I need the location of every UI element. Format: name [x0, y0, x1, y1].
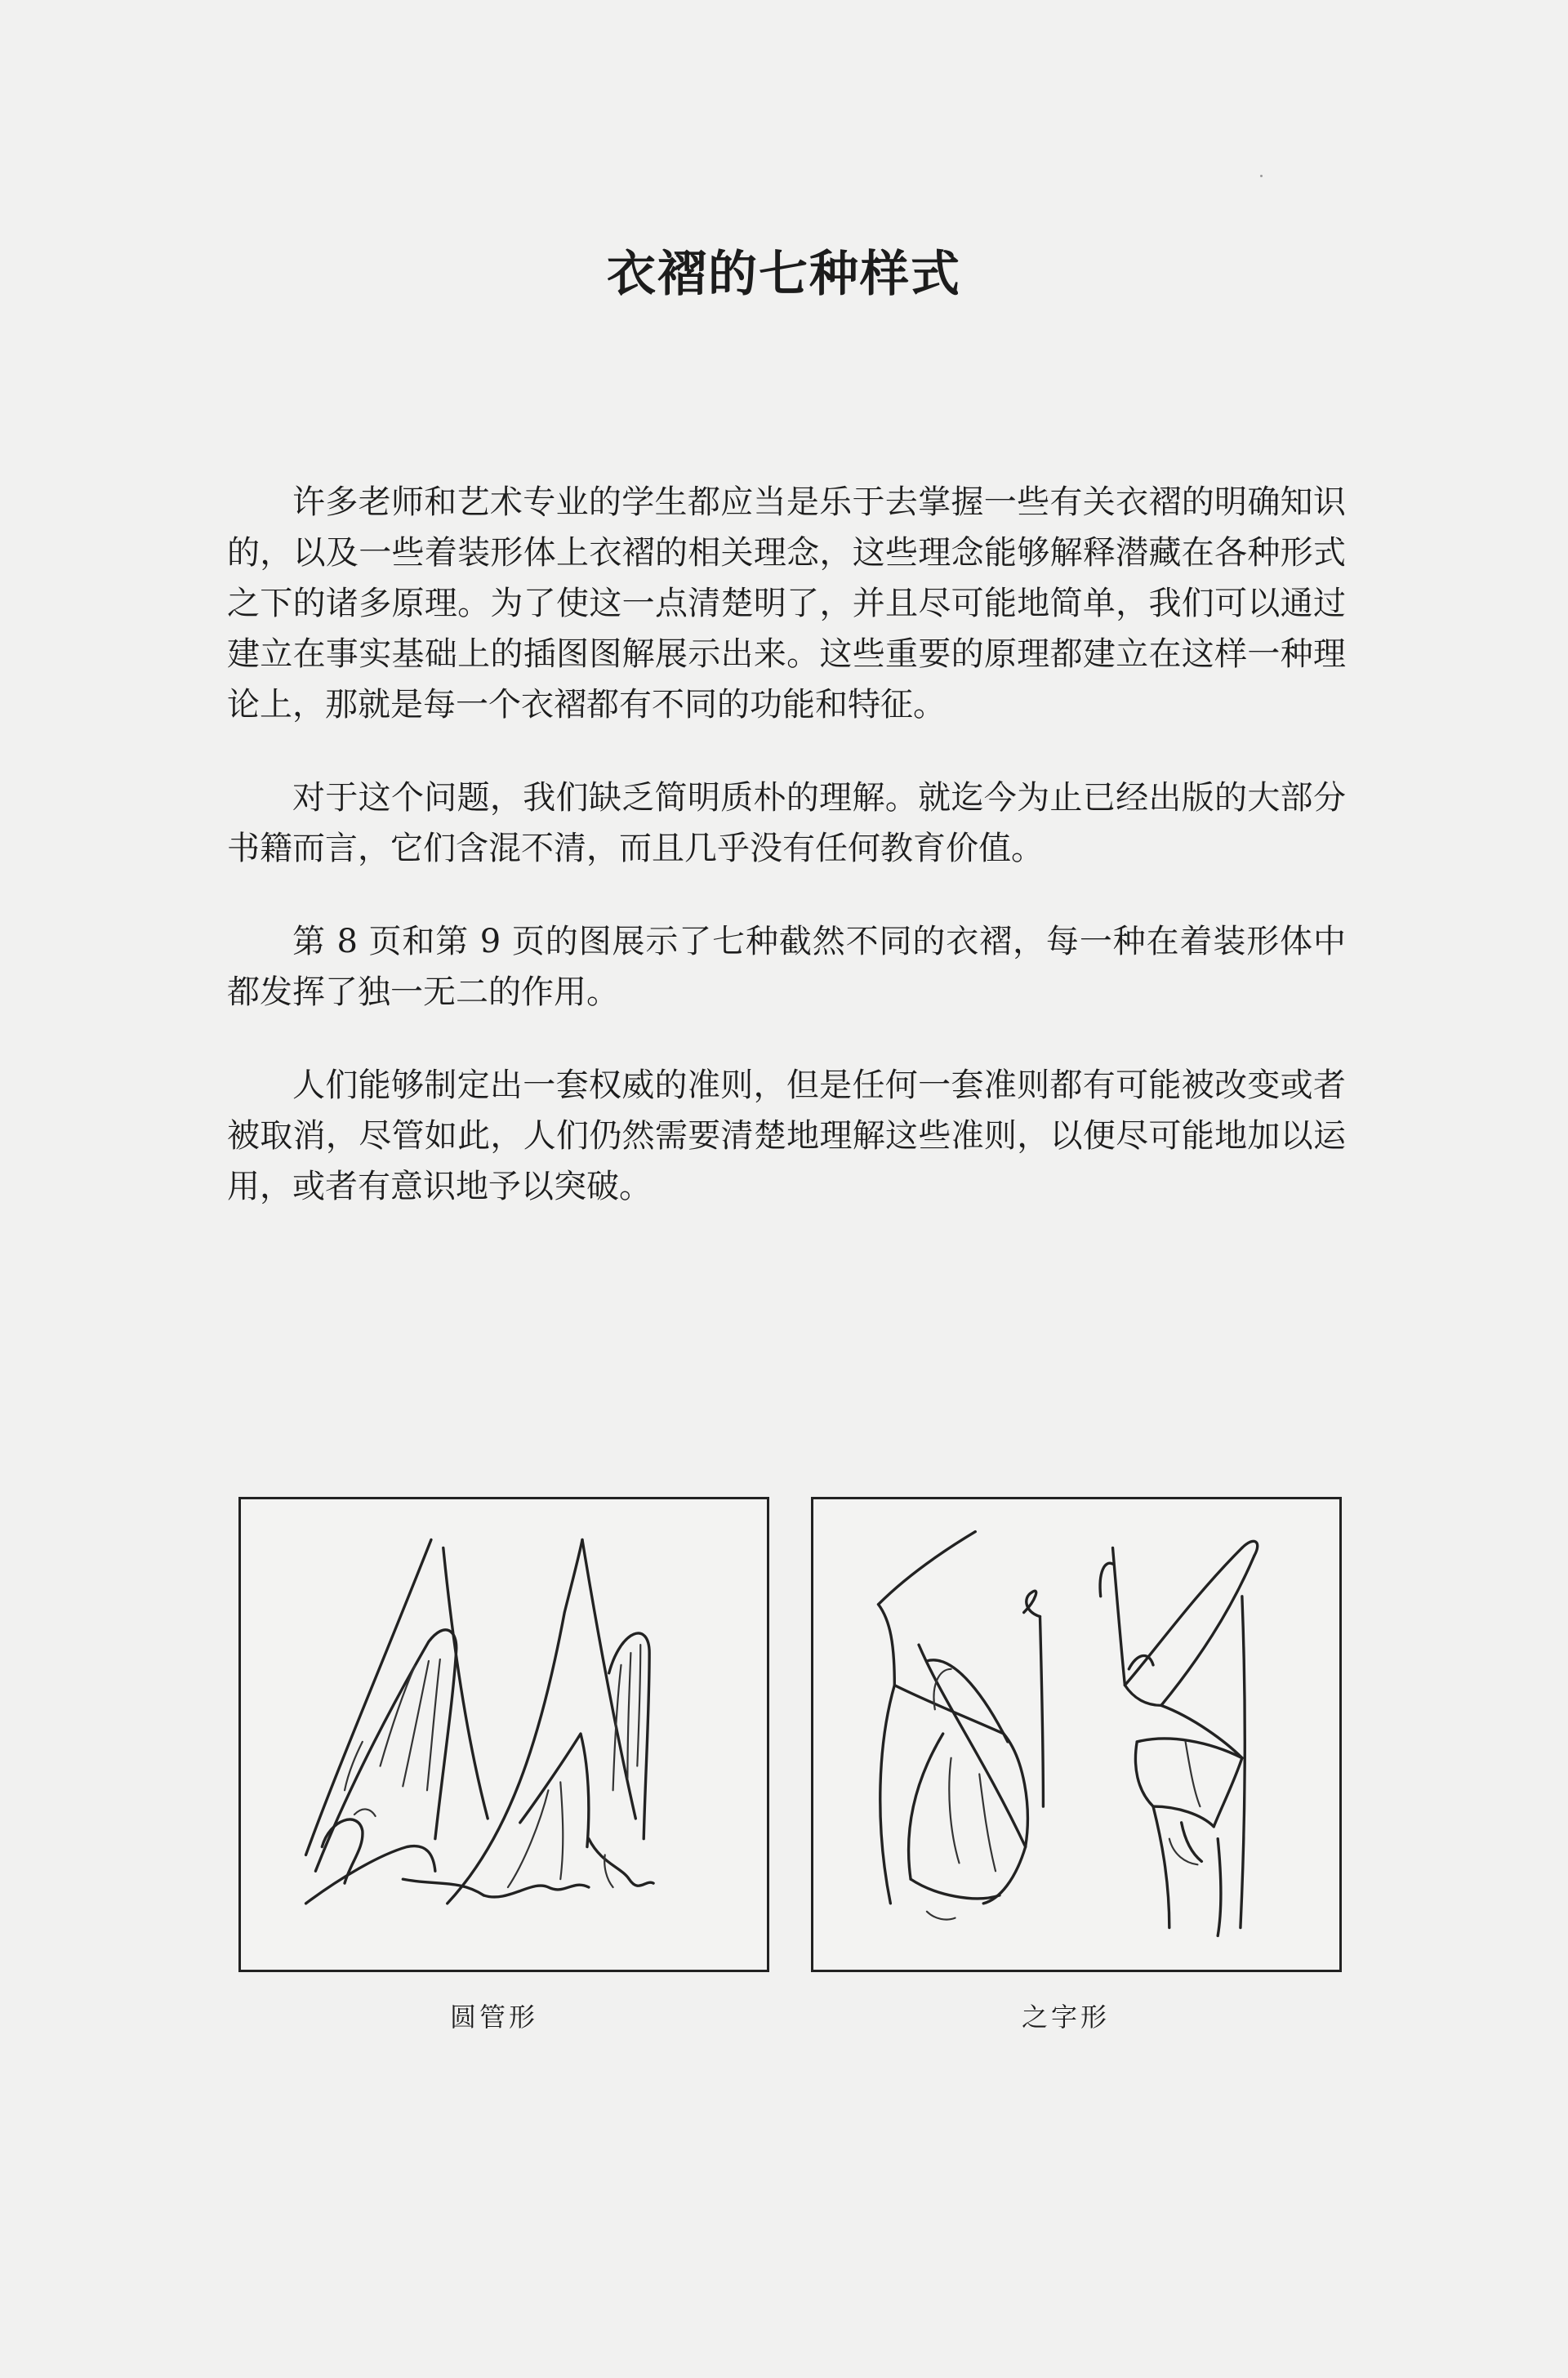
- figure-caption-tubular: 圆管形: [449, 2002, 538, 2033]
- paragraph-1: 许多老师和艺术专业的学生都应当是乐于去掌握一些有关衣褶的明确知识的，以及一些着装形体上衣褶的相关理念，这些理念能够解释潜藏在各种形式之下的诸多原理。为了使这一点清楚明了，并且尽可能地简单，我们可以通过建立在事实基础上的插图图解展示出来。这些重要的原理都建立在这样一种理论上，那就是每一个衣褶都有不同的功能和特征。: [227, 483, 1346, 724]
- paper-speck: [1260, 175, 1263, 177]
- paragraph-2: 对于这个问题，我们缺乏简明质朴的理解。就迄今为止已经出版的大部分书籍而言，它们含混不清，而且几乎没有任何教育价值。: [227, 779, 1346, 867]
- paragraph-4: 人们能够制定出一套权威的准则，但是任何一套准则都有可能被改变或者被取消，尽管如此，人们仍然需要清楚地理解这些准则，以便尽可能地加以运用，或者有意识地予以突破。: [227, 1067, 1346, 1205]
- paragraph-3: 第 8 页和第 9 页的图展示了七种截然不同的衣褶，每一种在着装形体中都发挥了独一无二的作用。: [227, 923, 1346, 1011]
- figure-tubular-folds: [238, 1497, 769, 1972]
- figure-caption-zigzag: 之字形: [1021, 2002, 1110, 2033]
- body-text: [227, 477, 1346, 1254]
- figure-zigzag-folds: [811, 1497, 1342, 1972]
- tubular-folds-drawing: [241, 1499, 767, 1970]
- zigzag-folds-drawing: [813, 1499, 1339, 1970]
- page-title: 衣褶的七种样式: [607, 246, 961, 303]
